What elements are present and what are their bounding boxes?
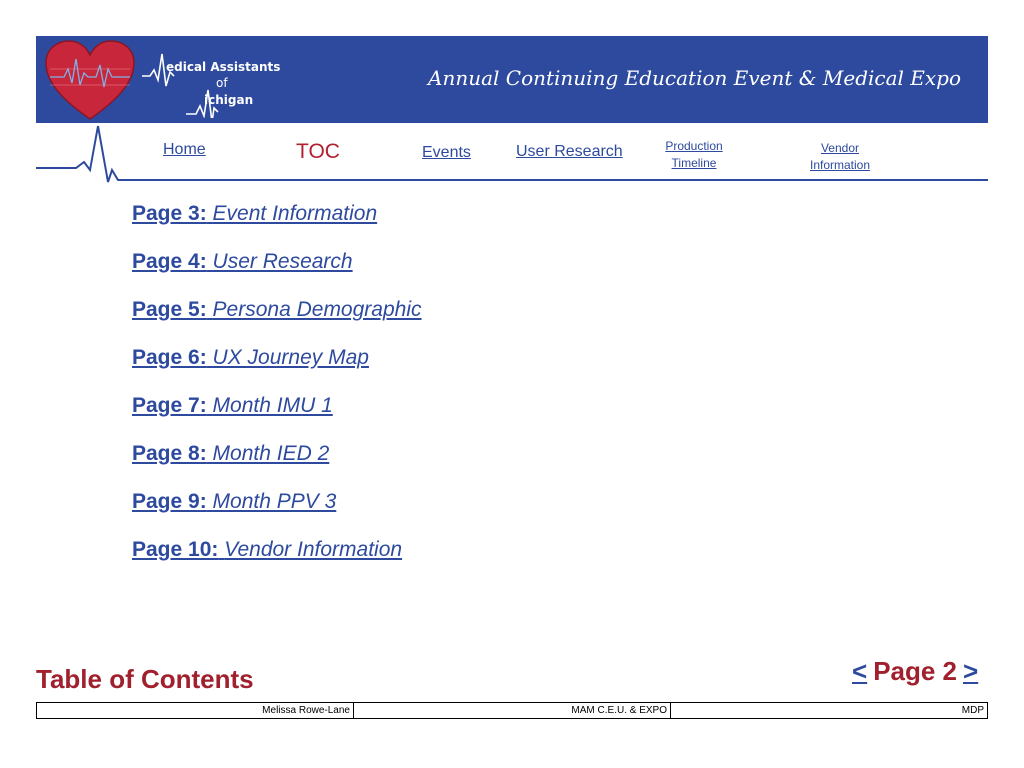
toc-page-title: Month IED 2 <box>212 442 330 465</box>
nav-vendor-information-link[interactable] <box>796 140 884 174</box>
nav-events-link[interactable]: Events <box>422 144 471 161</box>
toc-page-title: Month PPV 3 <box>212 490 337 513</box>
next-page-link[interactable]: > <box>963 656 979 686</box>
toc-page-title: Month IMU 1 <box>212 394 333 417</box>
toc-item <box>132 538 422 586</box>
toc-link-page-8[interactable] <box>132 442 329 465</box>
nav-production-timeline-link[interactable] <box>650 138 738 172</box>
nav-vendor-line-1: Vendor <box>820 141 860 155</box>
page-heading: Table of Contents <box>36 664 254 694</box>
toc-page-title: User Research <box>212 250 353 273</box>
toc-link-page-9[interactable] <box>132 490 336 513</box>
logo-line-1: edical Assistants <box>166 60 281 74</box>
toc-page-number: Page 3: <box>132 202 207 225</box>
toc-page-title: Vendor Information <box>224 538 403 561</box>
toc-page-number: Page 4: <box>132 250 207 273</box>
toc-link-page-3[interactable] <box>132 202 377 225</box>
toc-item <box>132 250 422 298</box>
toc-list <box>132 202 422 586</box>
toc-item <box>132 394 422 442</box>
footer-info-bar <box>36 702 988 719</box>
toc-page-number: Page 9: <box>132 490 207 513</box>
page-number-label: Page 2 <box>873 656 958 686</box>
toc-page-title: Event Information <box>212 202 378 225</box>
toc-item <box>132 442 422 490</box>
footer-course: MDP <box>670 703 987 718</box>
logo-line-2: of <box>216 76 228 90</box>
prev-page-link[interactable]: < <box>852 656 868 686</box>
toc-item <box>132 202 422 250</box>
nav-user-research-link[interactable]: User Research <box>516 143 623 160</box>
footer-author: Melissa Rowe-Lane <box>262 705 350 716</box>
toc-page-title: UX Journey Map <box>212 346 369 369</box>
toc-link-page-6[interactable] <box>132 346 369 369</box>
pager <box>852 656 978 687</box>
heart-pulse-icon <box>44 39 136 121</box>
toc-page-title: Persona Demographic <box>212 298 422 321</box>
toc-link-page-5[interactable] <box>132 298 422 321</box>
nav-production-line-1: Production <box>665 139 723 153</box>
toc-link-page-7[interactable] <box>132 394 333 417</box>
nav-vendor-line-2: Information <box>809 158 871 172</box>
toc-item <box>132 490 422 538</box>
toc-item <box>132 346 422 394</box>
toc-link-page-10[interactable] <box>132 538 402 561</box>
nav-toc-link[interactable]: TOC <box>296 140 340 163</box>
toc-page-number: Page 10: <box>132 538 219 561</box>
header-banner <box>36 36 988 123</box>
nav-home-link[interactable]: Home <box>163 141 206 158</box>
toc-page-number: Page 7: <box>132 394 207 417</box>
logo-line-3: ichigan <box>204 93 254 107</box>
toc-item <box>132 298 422 346</box>
footer-project: MAM C.E.U. & EXPO <box>353 703 670 718</box>
toc-page-number: Page 8: <box>132 442 207 465</box>
nav-production-line-2: Timeline <box>671 156 717 170</box>
toc-page-number: Page 5: <box>132 298 207 321</box>
banner-title: Annual Continuing Education Event & Medical Expo <box>428 66 962 90</box>
toc-page-number: Page 6: <box>132 346 207 369</box>
toc-link-page-4[interactable] <box>132 250 353 273</box>
